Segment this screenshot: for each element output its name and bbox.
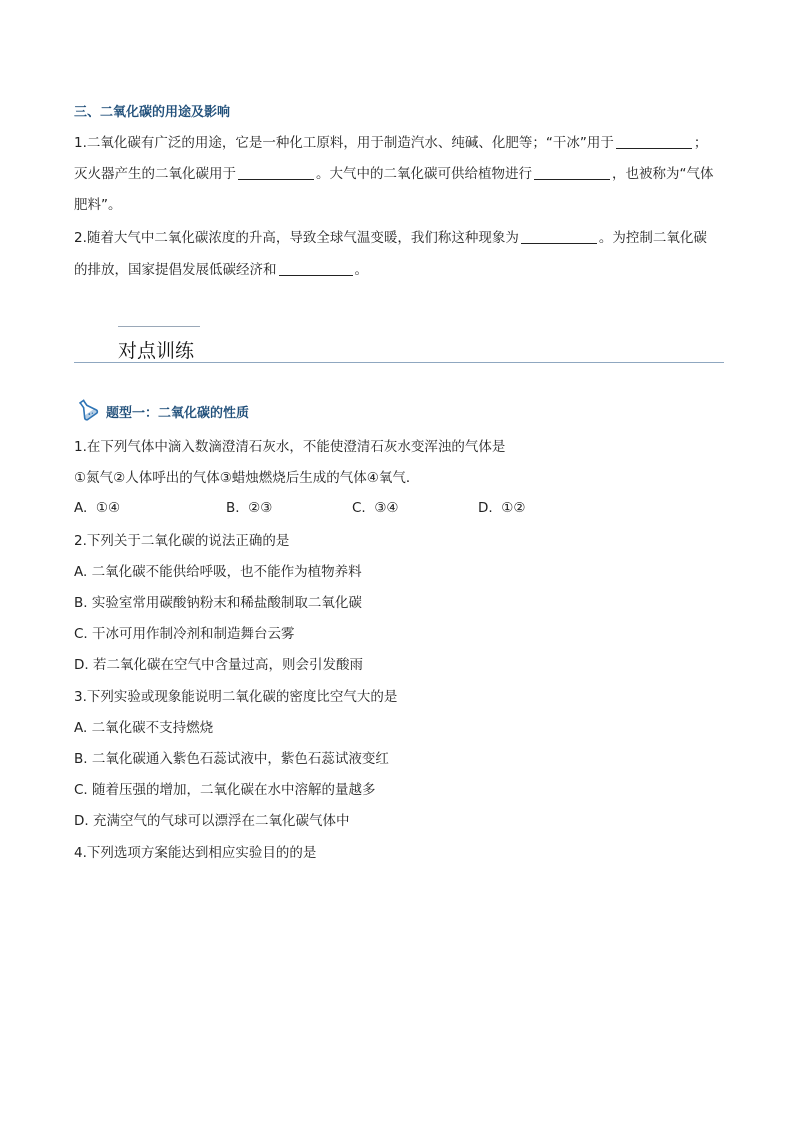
option-letter: D. <box>478 500 493 516</box>
option-c[interactable] <box>352 500 399 516</box>
blank-low-carbon[interactable] <box>279 261 353 276</box>
question-3-option-a[interactable]: A. 二氧化碳不支持燃烧 <box>74 720 214 736</box>
option-a[interactable] <box>74 500 120 516</box>
question-2-option-a[interactable]: A. 二氧化碳不能供给呼吸，也不能作为植物养料 <box>74 564 362 580</box>
paragraph-2-line-2 <box>74 261 368 279</box>
question-2-option-c[interactable]: C. 干冰可用作制冷剂和制造舞台云雾 <box>74 626 295 642</box>
text: 。 <box>354 262 368 278</box>
question-3-option-b[interactable]: B. 二氧化碳通入紫色石蕊试液中，紫色石蕊试液变红 <box>74 751 389 767</box>
blank-phenomenon[interactable] <box>521 229 597 244</box>
blank-extinguisher-use[interactable] <box>238 165 314 180</box>
text: 2.随着大气中二氧化碳浓度的升高，导致全球气温变暖，我们称这种现象为 <box>74 230 519 246</box>
option-text: ③④ <box>374 500 399 516</box>
text: ； <box>693 135 708 151</box>
question-1-items: ①氮气②人体呼出的气体③蜡烛燃烧后生成的气体④氧气． <box>74 470 420 486</box>
option-letter: A. <box>74 500 88 516</box>
question-2-option-b[interactable]: B. 实验室常用碳酸钠粉末和稀盐酸制取二氧化碳 <box>74 595 362 611</box>
question-4-stem: 4.下列选项方案能达到相应实验目的的是 <box>74 845 317 861</box>
blank-plant-process[interactable] <box>534 165 610 180</box>
text: 灭火器产生的二氧化碳用于 <box>74 166 236 182</box>
paragraph-2-line-1 <box>74 229 707 247</box>
section-heading: 三、二氧化碳的用途及影响 <box>74 105 231 120</box>
blank-dry-ice-use[interactable] <box>616 134 692 149</box>
paragraph-1-line-1 <box>74 134 707 152</box>
question-2-option-d[interactable]: D. 若二氧化碳在空气中含量过高，则会引发酸雨 <box>74 657 363 673</box>
option-d[interactable] <box>478 500 526 516</box>
divider <box>118 326 200 327</box>
text: 的排放，国家提倡发展低碳经济和 <box>74 262 277 278</box>
flask-icon <box>74 396 100 422</box>
question-type-label: 题型一：二氧化碳的性质 <box>106 406 250 421</box>
text: 1.二氧化碳有广泛的用途，它是一种化工原料，用于制造汽水、纯碱、化肥等；“干冰”用于 <box>74 135 614 151</box>
paragraph-1-line-3: 肥料”。 <box>74 197 122 213</box>
question-3-option-d[interactable]: D. 充满空气的气球可以漂浮在二氧化碳气体中 <box>74 813 350 829</box>
practice-header <box>74 326 724 366</box>
option-b[interactable] <box>226 500 272 516</box>
practice-title: 对点训练 <box>118 340 195 362</box>
option-text: ①② <box>501 500 526 516</box>
divider <box>74 362 724 363</box>
paragraph-1-line-2 <box>74 165 714 183</box>
option-letter: B. <box>226 500 240 516</box>
option-text: ②③ <box>248 500 273 516</box>
text: ，也被称为“气体 <box>612 166 714 182</box>
question-2-stem: 2.下列关于二氧化碳的说法正确的是 <box>74 533 290 549</box>
text: 。为控制二氧化碳 <box>598 230 707 246</box>
option-text: ①④ <box>95 500 121 516</box>
question-1-stem: 1.在下列气体中滴入数滴澄清石灰水，不能使澄清石灰水变浑浊的气体是 <box>74 439 506 455</box>
question-3-stem: 3.下列实验或现象能说明二氧化碳的密度比空气大的是 <box>74 689 398 705</box>
option-letter: C. <box>352 500 366 516</box>
text: 。大气中的二氧化碳可供给植物进行 <box>316 166 532 182</box>
question-3-option-c[interactable]: C. 随着压强的增加，二氧化碳在水中溶解的量越多 <box>74 782 376 798</box>
